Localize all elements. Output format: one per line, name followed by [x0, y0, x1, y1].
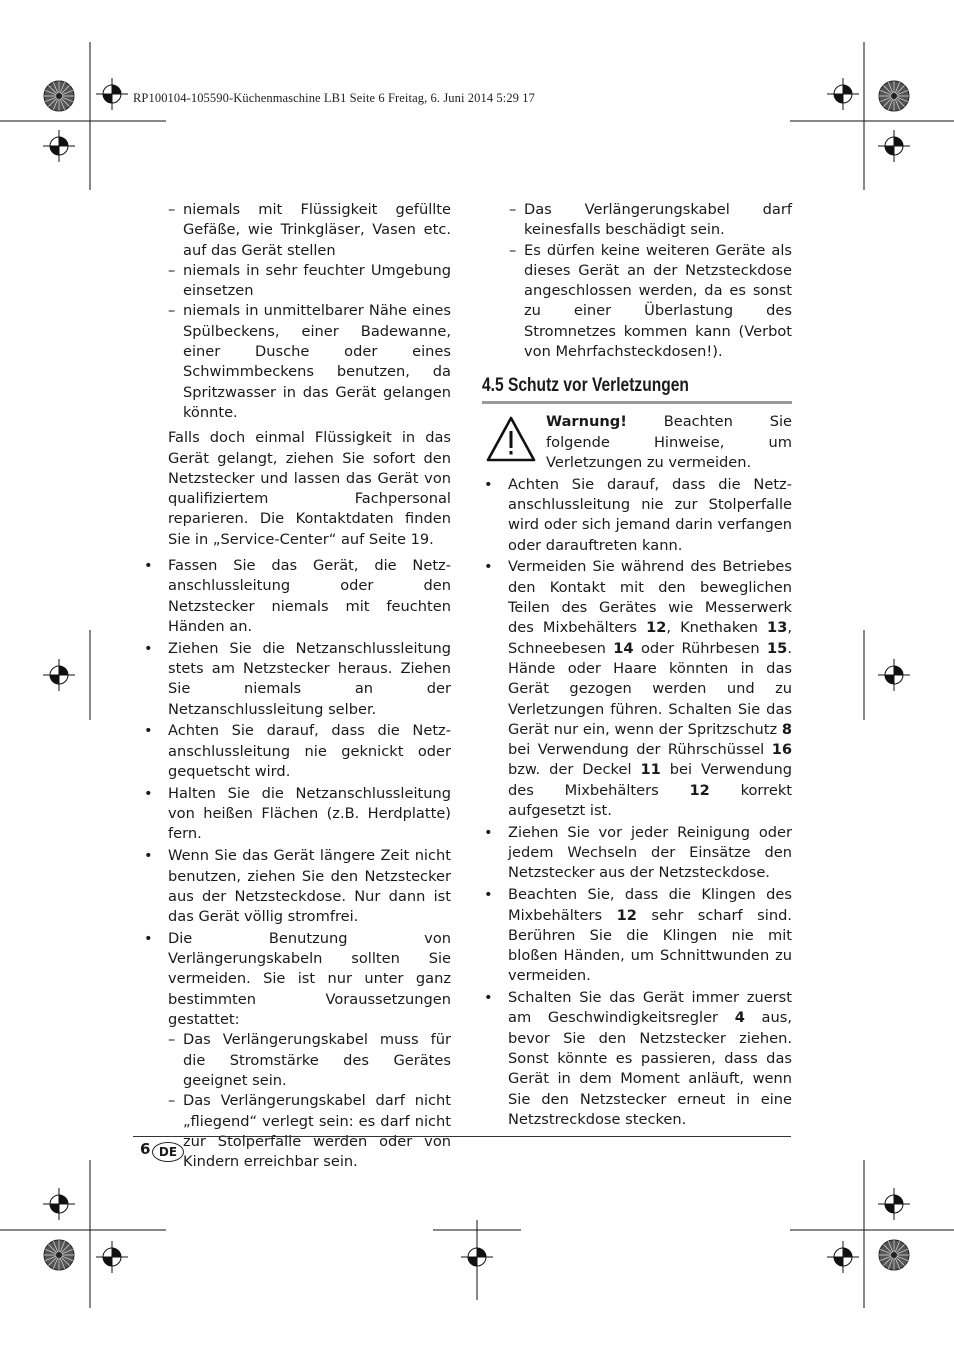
warning-block [482, 412, 792, 473]
right-column [482, 200, 792, 1130]
bullet-item: • Achten Sie darauf, dass die Netzanschlussleitung nie geknickt oder gequetscht wird. [142, 721, 451, 782]
part-number: 4 [734, 1009, 745, 1027]
bullet-item: • Ziehen Sie vor jeder Reinigung oder jedem Wechseln der Einsätze den Netzstecker aus der Netzsteckdose. [482, 823, 792, 884]
bullet-item [482, 557, 792, 821]
dash-item: – Das Verlängerungskabel darf keinesfalls beschädigt sein. [482, 200, 792, 241]
left-column [142, 200, 451, 1172]
dash-item: – Das Verlängerungskabel muss für die Stromstärke des Gerätes geeignet sein. [142, 1030, 451, 1091]
part-number: 13 [767, 619, 788, 637]
bullet-item [482, 885, 792, 986]
part-number: 12 [616, 906, 637, 924]
text-run: . Hände oder Haare könnten in das Gerät gezogen werden und zu Verletzungen führen. Schalten Sie das Gerät nur ein, wenn der Spritzschutz [508, 639, 792, 738]
text-run: Vermeiden Sie während des Betriebes den Kontakt mit den beweglichen Teilen des Gerätes wie Messerwerk des Mixbehälters [508, 558, 792, 637]
warning-label: Warnung! [546, 413, 627, 431]
text-run: bzw. der Deckel [508, 761, 641, 779]
part-number: 14 [613, 639, 634, 657]
note-paragraph: Falls doch einmal Flüssigkeit in das Gerät gelangt, ziehen Sie sofort den Netzstecker und lassen das Gerät von qualifiziertem Fachpersonal reparieren. Die Kontaktdaten finden Sie in „Service-Center“ auf Seite 19. [168, 429, 451, 548]
dash-item: – niemals mit Flüssigkeit gefüllte Gefäße, wie Trinkgläser, Vasen etc. auf das Gerät stellen [142, 200, 451, 261]
bullet-item: • Die Benutzung von Verlängerungskabeln sollten Sie vermeiden. Sie ist nur unter ganz bestimmten Voraussetzungen gestattet: [142, 929, 451, 1030]
print-header: RP100104-105590-Küchenmaschine LB1 Seite 6 Freitag, 6. Juni 2014 5:29 17 [133, 91, 535, 105]
text-run: sehr scharf sind. Berühren Sie die Klingen nie mit bloßen Händen, um Schnittwunden zu vermeiden. [508, 906, 792, 985]
text-run: , Knethaken [666, 619, 768, 637]
part-number: 12 [689, 781, 710, 799]
text-run: oder Rührbesen [633, 639, 768, 657]
part-number: 11 [640, 761, 661, 779]
language-badge: DE [152, 1142, 184, 1162]
part-number: 8 [781, 720, 792, 738]
dash-item: – niemals in sehr feuchter Umgebung einsetzen [142, 261, 451, 302]
text-run: Schalten Sie das Gerät immer zuerst am Geschwindigkeitsregler [508, 989, 792, 1027]
warning-text: Beachten Sie folgende Hinweise, um Verletzungen zu vermeiden. [546, 413, 792, 471]
heading-rule [482, 401, 792, 404]
bullet-item: • Fassen Sie das Gerät, die Netzanschlussleitung oder den Netzstecker niemals mit feuchten Händen an. [142, 556, 451, 637]
dash-item: – niemals in unmittelbarer Nähe eines Spülbeckens, einer Badewanne, einer Dusche oder eines Schwimmbeckens benutzen, da Spritzwasser in das Gerät gelangen könnte. [142, 301, 451, 423]
bullet-item: • Achten Sie darauf, dass die Netzanschlussleitung nie zur Stolperfalle wird oder sich jemand darin verfangen oder darauftreten kann. [482, 475, 792, 556]
text-run: bei Verwendung des Mixbehälters [508, 761, 792, 799]
bullet-item [482, 988, 792, 1130]
dash-item: – Es dürfen keine weiteren Geräte als dieses Gerät an der Netzsteckdose angeschlossen werden, da es sonst zu einer Überlastung des Stromnetzes kommen kann (Verbot von Mehrfachsteckdosen!). [482, 241, 792, 363]
text-run: korrekt aufgesetzt ist. [508, 781, 793, 820]
page-number: 6 [140, 1140, 151, 1158]
warning-triangle-icon [485, 415, 537, 463]
bullet-item: • Wenn Sie das Gerät längere Zeit nicht benutzen, ziehen Sie den Netzstecker aus der Netzsteckdose. Nur dann ist das Gerät völlig stromfrei. [142, 846, 451, 927]
text-run: Beachten Sie, dass die Klingen des Mixbehälters [508, 886, 792, 924]
part-number: 16 [771, 741, 792, 759]
section-heading: 4.5 Schutz vor Verletzungen [482, 375, 689, 397]
bullet-item: • Halten Sie die Netzanschlussleitung von heißen Flächen (z.B. Herdplatte) fern. [142, 784, 451, 845]
text-run: aus, bevor Sie den Netzstecker ziehen. Sonst könnte es passieren, dass das Gerät in dem Moment anläuft, wenn Sie den Netzstecker erneut in eine Netzstreckdose stecken. [508, 1009, 792, 1128]
dash-item: – Das Verlängerungskabel darf nicht „fliegend“ verlegt sein: es darf nicht zur Stolperfalle werden oder von Kindern erreichbar sein. [142, 1091, 451, 1172]
bullet-item: • Ziehen Sie die Netzanschlussleitung stets am Netzstecker heraus. Ziehen Sie niemals an der Netzanschlussleitung selber. [142, 639, 451, 720]
part-number: 12 [646, 619, 667, 637]
text-run: bei Verwendung der Rührschüssel [508, 741, 772, 759]
part-number: 15 [767, 639, 788, 657]
footer-rule [133, 1136, 791, 1137]
text-run: , Schneebesen [508, 619, 792, 657]
